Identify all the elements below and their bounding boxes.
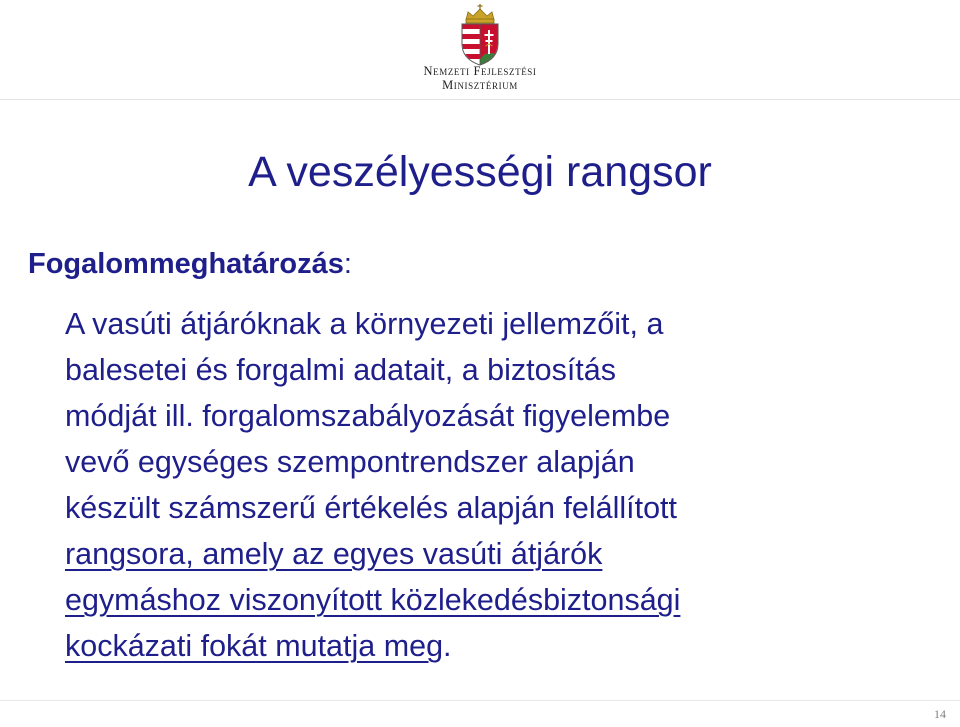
body-line: módját ill. forgalomszabályozását figyelembe — [65, 399, 671, 433]
body-line — [65, 623, 945, 669]
definition-term: Fogalommeghatározás — [28, 248, 344, 280]
body-final-period: . — [443, 629, 452, 663]
body-line — [65, 531, 945, 577]
body-line: A vasúti átjáróknak a környezeti jellemzőit, a — [65, 307, 664, 341]
page-title: A veszélyességi rangsor — [248, 148, 712, 196]
slide-header — [0, 0, 960, 100]
footer-divider — [0, 700, 960, 701]
body-line-underlined: kockázati fokát mutatja meg — [65, 629, 444, 663]
body-line-underlined: egymáshoz viszonyított közlekedésbiztonsági — [65, 583, 681, 617]
definition-body — [65, 301, 945, 669]
body-line: vevő egységes szempontrendszer alapján — [65, 445, 635, 479]
definition-label — [28, 246, 352, 282]
ministry-name-line-1: Nemzeti Fejlesztési — [423, 64, 537, 78]
hungarian-coat-of-arms-icon — [454, 4, 506, 66]
header-divider — [0, 99, 960, 100]
body-line: balesetei és forgalmi adatait, a biztosítás — [65, 353, 616, 387]
page-number: 14 — [934, 707, 946, 721]
body-line-underlined: rangsora, amely az egyes vasúti átjárók — [65, 537, 603, 571]
body-line: készült számszerű értékelés alapján felállított — [65, 491, 677, 525]
definition-colon: : — [343, 248, 352, 280]
ministry-name — [380, 64, 580, 92]
ministry-name-line-2: Minisztérium — [442, 78, 518, 92]
body-line — [65, 577, 945, 623]
